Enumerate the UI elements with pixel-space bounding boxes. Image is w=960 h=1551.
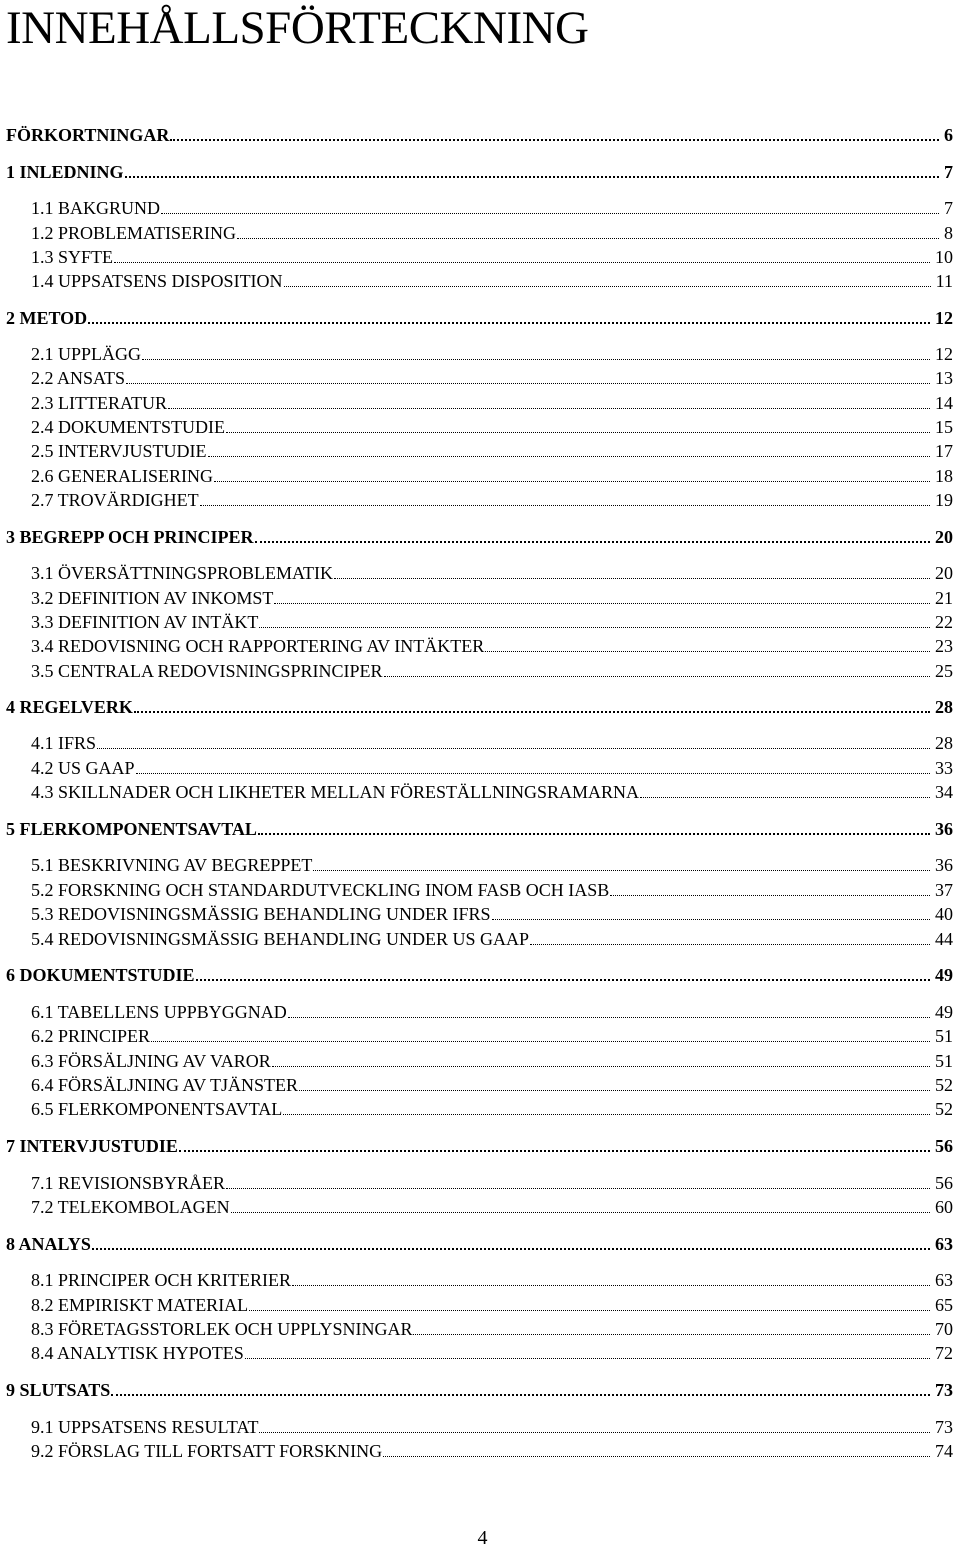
toc-entry-page-number: 37: [935, 880, 953, 900]
toc-entry-title: 6.4 FÖRSÄLJNING AV TJÄNSTER: [31, 1075, 299, 1095]
toc-entry-page-number: 70: [935, 1319, 953, 1339]
toc-entry-page-number: 40: [935, 904, 953, 924]
toc-entry-page-number: 23: [935, 636, 953, 656]
toc-dot-leader: [249, 1294, 932, 1316]
toc-section-entry[interactable]: [31, 635, 960, 657]
toc-entry-page-number: 22: [935, 612, 953, 632]
toc-dot-leader: [530, 928, 932, 950]
toc-entry-title: 3.5 CENTRALA REDOVISNINGSPRINCIPER: [31, 661, 383, 681]
toc-entry-title: 2.6 GENERALISERING: [31, 466, 213, 486]
toc-dot-leader: [245, 1342, 932, 1364]
toc-dot-leader: [231, 1196, 932, 1218]
toc-dot-leader: [288, 1001, 932, 1023]
toc-dot-leader: [200, 489, 932, 511]
toc-entry-title: 3.3 DEFINITION AV INTÄKT: [31, 612, 259, 632]
toc-entry-title: 9.2 FÖRSLAG TILL FORTSATT FORSKNING: [31, 1441, 383, 1461]
toc-section-entry[interactable]: [31, 1025, 960, 1047]
toc-section-entry[interactable]: [31, 270, 960, 292]
toc-entry-page-number: 10: [935, 247, 953, 267]
toc-entry-page-number: 34: [935, 782, 953, 802]
toc-section-entry[interactable]: [31, 197, 960, 219]
toc-dot-leader: [88, 307, 932, 329]
toc-entry-page-number: 74: [935, 1441, 953, 1461]
toc-entry-title: 3.1 ÖVERSÄTTNINGSPROBLEMATIK: [31, 563, 334, 583]
toc-entry-page-number: 8: [944, 223, 953, 243]
toc-dot-leader: [255, 526, 932, 548]
toc-entry-page-number: 63: [935, 1234, 953, 1254]
toc-dot-leader: [151, 1025, 932, 1047]
toc-entry-title: 5 FLERKOMPONENTSAVTAL: [6, 819, 257, 839]
toc-entry-title: 2 METOD: [6, 308, 88, 328]
toc-dot-leader: [237, 222, 941, 244]
toc-entry-title: 8.3 FÖRETAGSSTORLEK OCH UPPLYSNINGAR: [31, 1319, 413, 1339]
toc-entry-title: 6.5 FLERKOMPONENTSAVTAL: [31, 1099, 283, 1119]
toc-section-entry[interactable]: [31, 660, 960, 682]
toc-dot-leader: [170, 124, 941, 146]
toc-entry-title: 1.1 BAKGRUND: [31, 198, 161, 218]
toc-entry-title: 6.3 FÖRSÄLJNING AV VAROR: [31, 1051, 271, 1071]
toc-section-entry[interactable]: [31, 1050, 960, 1072]
toc-entry-page-number: 49: [935, 1002, 953, 1022]
toc-entry-title: 2.2 ANSATS: [31, 368, 126, 388]
toc-dot-leader: [284, 270, 933, 292]
toc-chapter-entry[interactable]: [6, 1135, 960, 1157]
toc-entry-page-number: 12: [935, 308, 953, 328]
toc-dot-leader: [283, 1098, 932, 1120]
toc-entry-page-number: 20: [935, 563, 953, 583]
toc-entry-title: 5.3 REDOVISNINGSMÄSSIG BEHANDLING UNDER IFRS: [31, 904, 491, 924]
toc-dot-leader: [142, 343, 932, 365]
toc-dot-leader: [259, 1416, 932, 1438]
toc-dot-leader: [413, 1318, 932, 1340]
toc-entry-title: 6 DOKUMENTSTUDIE: [6, 965, 195, 985]
toc-dot-leader: [226, 1172, 932, 1194]
toc-entry-title: 2.3 LITTERATUR: [31, 393, 167, 413]
toc-entry-page-number: 73: [935, 1380, 953, 1400]
toc-dot-leader: [92, 1233, 932, 1255]
toc-entry-title: 5.4 REDOVISNINGSMÄSSIG BEHANDLING UNDER US GAAP: [31, 929, 530, 949]
toc-dot-leader: [126, 367, 932, 389]
toc-dot-leader: [111, 1379, 932, 1401]
toc-section-entry[interactable]: [31, 781, 960, 803]
toc-section-entry[interactable]: [31, 1196, 960, 1218]
toc-entry-page-number: 12: [935, 344, 953, 364]
toc-entry-title: 7.2 TELEKOMBOLAGEN: [31, 1197, 230, 1217]
toc-entry-page-number: 7: [944, 198, 953, 218]
toc-section-entry[interactable]: [31, 1001, 960, 1023]
toc-entry-page-number: 7: [944, 162, 953, 182]
toc-dot-leader: [226, 416, 932, 438]
toc-chapter-entry[interactable]: [6, 526, 960, 548]
toc-entry-page-number: 72: [935, 1343, 953, 1363]
toc-dot-leader: [383, 1440, 932, 1462]
toc-section-entry[interactable]: [31, 611, 960, 633]
toc-entry-title: 6.1 TABELLENS UPPBYGGNAD: [31, 1002, 287, 1022]
toc-entry-page-number: 36: [935, 819, 953, 839]
toc-dot-leader: [485, 635, 932, 657]
toc-section-entry[interactable]: [31, 854, 960, 876]
toc-section-entry[interactable]: [31, 1294, 960, 1316]
toc-dot-leader: [313, 854, 932, 876]
toc-chapter-entry[interactable]: [6, 307, 960, 329]
toc-entry-title: 1.3 SYFTE: [31, 247, 114, 267]
toc-section-entry[interactable]: [31, 440, 960, 462]
toc-section-entry[interactable]: [31, 367, 960, 389]
toc-entry-title: 8.1 PRINCIPER OCH KRITERIER: [31, 1270, 292, 1290]
toc-entry-page-number: 52: [935, 1099, 953, 1119]
toc-entry-page-number: 56: [935, 1136, 953, 1156]
toc-chapter-entry[interactable]: [6, 818, 960, 840]
toc-entry-page-number: 28: [935, 697, 953, 717]
toc-entry-title: 2.4 DOKUMENTSTUDIE: [31, 417, 225, 437]
toc-dot-leader: [334, 562, 932, 584]
toc-section-entry[interactable]: [31, 1074, 960, 1096]
toc-entry-title: 4.2 US GAAP: [31, 758, 135, 778]
toc-entry-title: 7.1 REVISIONSBYRÅER: [31, 1173, 226, 1193]
toc-entry-title: 8.2 EMPIRISKT MATERIAL: [31, 1295, 249, 1315]
toc-entry-title: 4.3 SKILLNADER OCH LIKHETER MELLAN FÖRESTÄLLNINGSRAMARNA: [31, 782, 639, 802]
toc-entry-title: 9 SLUTSATS: [6, 1380, 111, 1400]
toc-entry-title: FÖRKORTNINGAR: [6, 125, 170, 145]
toc-entry-title: 4 REGELVERK: [6, 697, 133, 717]
toc-dot-leader: [196, 964, 932, 986]
toc-section-entry[interactable]: [31, 1098, 960, 1120]
toc-dot-leader: [161, 197, 941, 219]
toc-dot-leader: [492, 903, 932, 925]
toc-entry-page-number: 51: [935, 1026, 953, 1046]
toc-section-entry[interactable]: [31, 392, 960, 414]
toc-dot-leader: [179, 1135, 932, 1157]
toc-section-entry[interactable]: [31, 416, 960, 438]
toc-dot-leader: [208, 440, 932, 462]
toc-entry-page-number: 56: [935, 1173, 953, 1193]
toc-section-entry[interactable]: [31, 246, 960, 268]
toc-entry-title: 5.1 BESKRIVNING AV BEGREPPET: [31, 855, 313, 875]
toc-entry-title: 8.4 ANALYTISK HYPOTES: [31, 1343, 244, 1363]
toc-entry-page-number: 21: [935, 588, 953, 608]
toc-section-entry[interactable]: [31, 732, 960, 754]
toc-entry-page-number: 20: [935, 527, 953, 547]
toc-chapter-entry[interactable]: [6, 124, 960, 146]
toc-entry-title: 7 INTERVJUSTUDIE: [6, 1136, 178, 1156]
page-number: 4: [477, 1527, 488, 1549]
toc-entry-title: 3.4 REDOVISNING OCH RAPPORTERING AV INTÄKTER: [31, 636, 485, 656]
toc-entry-page-number: 25: [935, 661, 953, 681]
toc-section-entry[interactable]: [31, 1440, 960, 1462]
toc-section-entry[interactable]: [31, 222, 960, 244]
toc-entry-title: 2.7 TROVÄRDIGHET: [31, 490, 199, 510]
toc-section-entry[interactable]: [31, 343, 960, 365]
toc-entry-page-number: 63: [935, 1270, 953, 1290]
toc-section-entry[interactable]: [31, 1416, 960, 1438]
toc-entry-title: 9.1 UPPSATSENS RESULTAT: [31, 1417, 259, 1437]
toc-chapter-entry[interactable]: [6, 964, 960, 986]
toc-entry-page-number: 17: [935, 441, 953, 461]
toc-dot-leader: [272, 1050, 932, 1072]
toc-entry-page-number: 14: [935, 393, 953, 413]
toc-section-entry[interactable]: [31, 928, 960, 950]
toc-section-entry[interactable]: [31, 562, 960, 584]
toc-section-entry[interactable]: [31, 489, 960, 511]
toc-section-entry[interactable]: [31, 465, 960, 487]
toc-dot-leader: [168, 392, 932, 414]
toc-entry-page-number: 52: [935, 1075, 953, 1095]
toc-entry-page-number: 60: [935, 1197, 953, 1217]
toc-entry-page-number: 49: [935, 965, 953, 985]
toc-entry-page-number: 33: [935, 758, 953, 778]
toc-section-entry[interactable]: [31, 587, 960, 609]
toc-entry-page-number: 13: [935, 368, 953, 388]
toc-entry-page-number: 73: [935, 1417, 953, 1437]
toc-section-entry[interactable]: [31, 1172, 960, 1194]
toc-dot-leader: [640, 781, 932, 803]
toc-chapter-entry[interactable]: [6, 161, 960, 183]
toc-entry-page-number: 65: [935, 1295, 953, 1315]
toc-dot-leader: [114, 246, 932, 268]
toc-dot-leader: [384, 660, 932, 682]
toc-section-entry[interactable]: [31, 1269, 960, 1291]
toc-entry-title: 2.5 INTERVJUSTUDIE: [31, 441, 207, 461]
toc-entry-page-number: 19: [935, 490, 953, 510]
toc-entry-title: 2.1 UPPLÄGG: [31, 344, 142, 364]
toc-section-entry[interactable]: [31, 1342, 960, 1364]
toc-entry-page-number: 18: [935, 466, 953, 486]
toc-dot-leader: [299, 1074, 932, 1096]
toc-dot-leader: [274, 587, 932, 609]
toc-chapter-entry[interactable]: [6, 696, 960, 718]
toc-section-entry[interactable]: [31, 757, 960, 779]
toc-dot-leader: [97, 732, 932, 754]
page-title: INNEHÅLLSFÖRTECKNING: [6, 2, 589, 54]
toc-chapter-entry[interactable]: [6, 1233, 960, 1255]
toc-dot-leader: [259, 611, 932, 633]
toc-entry-page-number: 28: [935, 733, 953, 753]
toc-entry-page-number: 51: [935, 1051, 953, 1071]
toc-entry-title: 6.2 PRINCIPER: [31, 1026, 151, 1046]
toc-section-entry[interactable]: [31, 879, 960, 901]
toc-dot-leader: [292, 1269, 932, 1291]
toc-entry-title: 1 INLEDNING: [6, 162, 124, 182]
toc-dot-leader: [610, 879, 932, 901]
toc-entry-page-number: 15: [935, 417, 953, 437]
toc-dot-leader: [136, 757, 932, 779]
toc-section-entry[interactable]: [31, 1318, 960, 1340]
toc-entry-page-number: 11: [935, 271, 953, 291]
toc-entry-title: 3.2 DEFINITION AV INKOMST: [31, 588, 274, 608]
toc-entry-title: 1.2 PROBLEMATISERING: [31, 223, 237, 243]
toc-entry-page-number: 6: [944, 125, 953, 145]
toc-entry-title: 8 ANALYS: [6, 1234, 91, 1254]
toc-entry-title: 5.2 FORSKNING OCH STANDARDUTVECKLING INOM FASB OCH IASB: [31, 880, 610, 900]
toc-chapter-entry[interactable]: [6, 1379, 960, 1401]
toc-entry-title: 1.4 UPPSATSENS DISPOSITION: [31, 271, 283, 291]
toc-entry-page-number: 44: [935, 929, 953, 949]
toc-dot-leader: [258, 818, 932, 840]
toc-dot-leader: [134, 696, 932, 718]
toc-entry-title: 4.1 IFRS: [31, 733, 97, 753]
toc-dot-leader: [214, 465, 932, 487]
toc-section-entry[interactable]: [31, 903, 960, 925]
toc-entry-title: 3 BEGREPP OCH PRINCIPER: [6, 527, 254, 547]
toc-dot-leader: [125, 161, 941, 183]
toc-entry-page-number: 36: [935, 855, 953, 875]
